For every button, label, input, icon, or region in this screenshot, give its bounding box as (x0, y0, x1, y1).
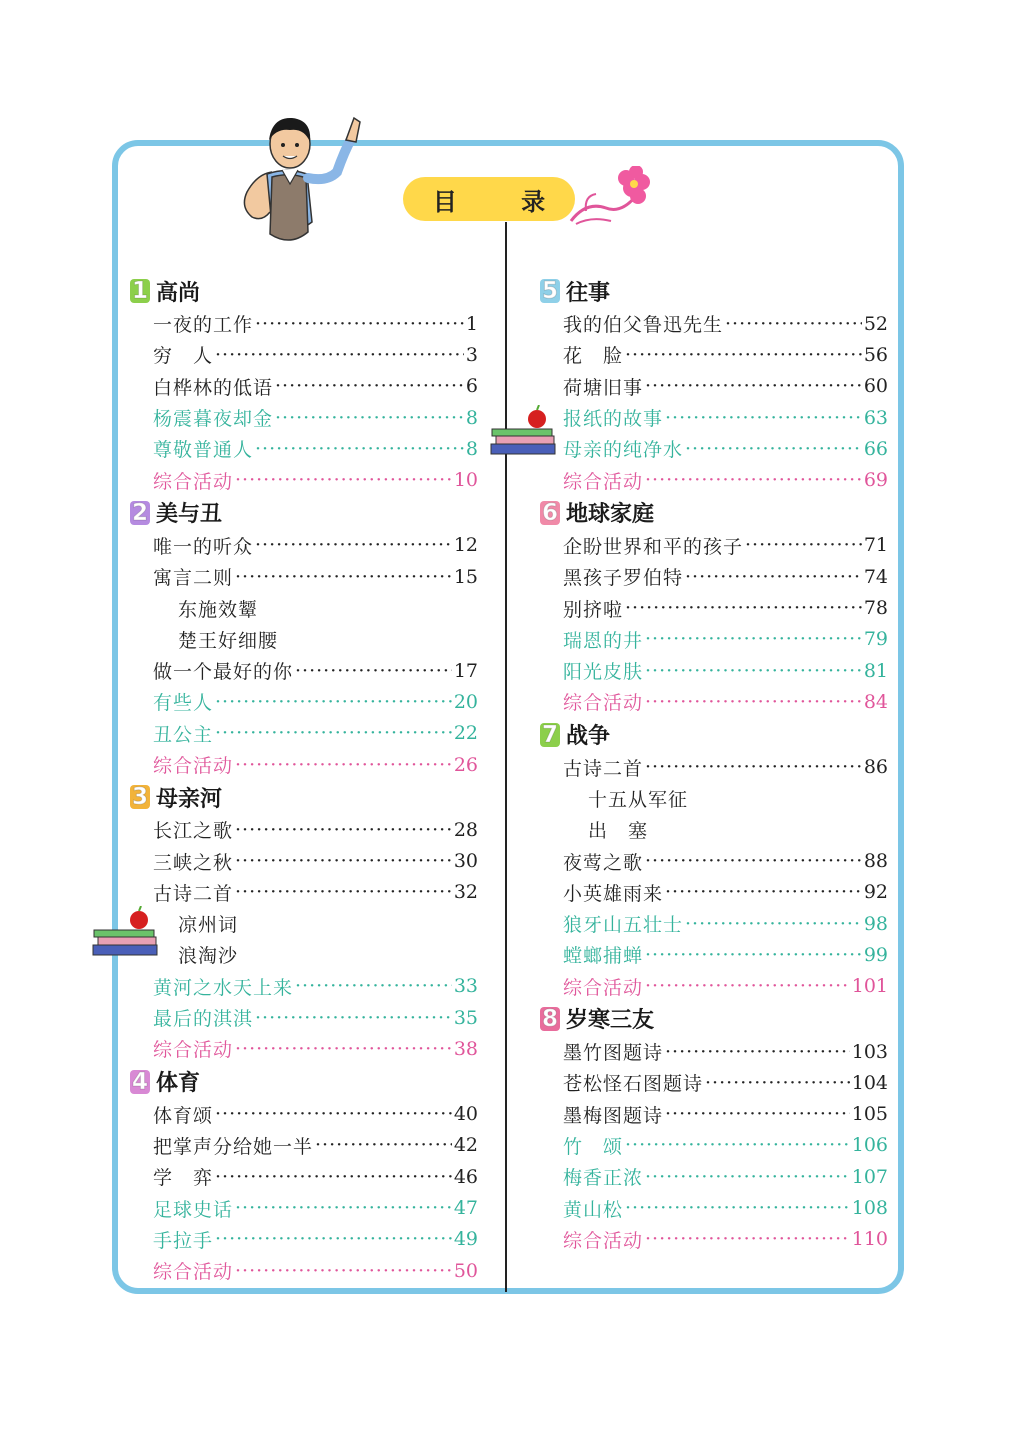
toc-entry[interactable] (128, 877, 478, 908)
unit-number: 5 (541, 278, 558, 304)
dot-leader (665, 1041, 850, 1063)
page-number: 56 (863, 343, 888, 366)
page-number: 33 (453, 975, 478, 998)
entry-title: 黄河之水天上来 (153, 976, 294, 999)
toc-entry[interactable] (538, 655, 888, 686)
dot-leader (645, 1228, 850, 1250)
unit-number: 7 (541, 721, 558, 748)
page-number: 50 (453, 1259, 478, 1282)
page-number: 106 (851, 1134, 888, 1157)
unit-heading (538, 718, 888, 752)
toc-entry[interactable] (128, 339, 478, 370)
toc-entry[interactable] (538, 1192, 888, 1223)
toc-entry[interactable] (128, 718, 478, 749)
entry-title: 花 脸 (563, 345, 624, 368)
toc-entry[interactable] (128, 1192, 478, 1223)
toc-subentry[interactable] (538, 814, 888, 845)
toc-entry[interactable] (128, 402, 478, 433)
entry-title: 凉州词 (178, 914, 239, 937)
toc-subentry[interactable] (128, 908, 478, 939)
entry-title: 狼牙山五壮士 (563, 914, 684, 937)
page-number: 71 (863, 534, 888, 557)
dot-leader (645, 469, 862, 491)
toc-entry[interactable] (128, 530, 478, 561)
dot-leader (235, 1260, 452, 1282)
dot-leader (235, 469, 452, 491)
entry-title: 唯一的听众 (153, 535, 254, 558)
entry-title: 最后的淇淇 (153, 1008, 254, 1031)
page-number: 108 (851, 1197, 888, 1220)
toc-entry[interactable] (538, 530, 888, 561)
dot-leader (685, 913, 862, 935)
page-number: 15 (453, 565, 478, 588)
dot-leader (255, 313, 464, 335)
toc-subentry[interactable] (128, 624, 478, 655)
dot-leader (665, 407, 862, 429)
toc-entry[interactable] (128, 464, 478, 495)
entry-title: 螳螂捕蝉 (563, 945, 644, 968)
entry-title: 古诗二首 (153, 882, 234, 905)
page-number: 78 (863, 597, 888, 620)
dot-leader (645, 975, 850, 997)
unit-heading (538, 496, 888, 530)
entry-title: 黑孩子罗伯特 (563, 567, 684, 590)
entry-title: 东施效颦 (178, 598, 259, 621)
page-number: 3 (465, 343, 478, 366)
page-number: 46 (453, 1165, 478, 1188)
page-number: 88 (863, 850, 888, 873)
dot-leader (295, 660, 452, 682)
unit-heading (128, 274, 478, 308)
toc-entry[interactable] (128, 971, 478, 1002)
page-number: 42 (453, 1134, 478, 1157)
entry-title: 穷 人 (153, 345, 214, 368)
page-number: 35 (453, 1006, 478, 1029)
dot-leader (645, 660, 862, 682)
dot-leader (295, 975, 452, 997)
unit-title: 岁寒三友 (566, 1008, 655, 1034)
entry-title: 体育颂 (153, 1104, 214, 1127)
dot-leader (255, 438, 464, 460)
dot-leader (745, 534, 862, 556)
toc-entry[interactable] (538, 561, 888, 592)
page-number: 107 (851, 1165, 888, 1188)
entry-title: 墨竹图题诗 (563, 1042, 664, 1065)
entry-title: 有些人 (153, 692, 214, 715)
entry-title: 十五从军征 (588, 789, 689, 811)
entry-title: 综合活动 (563, 470, 644, 493)
entry-title: 楚王好细腰 (178, 629, 279, 652)
toc-entry[interactable] (128, 308, 478, 339)
page-number: 74 (863, 565, 888, 588)
toc-entry[interactable] (538, 752, 888, 783)
toc-entry[interactable] (538, 1161, 888, 1192)
boy-pointing-illustration (232, 112, 377, 247)
page-number: 49 (453, 1228, 478, 1251)
entry-title: 一夜的工作 (153, 314, 254, 337)
toc-entry[interactable] (538, 971, 888, 1002)
toc-entry[interactable] (538, 1099, 888, 1130)
dot-leader (255, 534, 452, 556)
dot-leader (275, 375, 464, 397)
unit-title: 地球家庭 (566, 502, 655, 528)
column-divider (505, 222, 507, 1292)
page-number: 86 (863, 756, 888, 779)
toc-entry[interactable] (538, 624, 888, 655)
page-number: 12 (453, 534, 478, 557)
entry-title: 竹 颂 (563, 1135, 624, 1158)
entry-title: 梅香正浓 (563, 1167, 644, 1190)
entry-title: 寓言二则 (153, 567, 234, 590)
entry-title: 三峡之秋 (153, 851, 234, 874)
page-number: 30 (453, 850, 478, 873)
entry-title: 手拉手 (153, 1229, 214, 1252)
toc-entry[interactable] (128, 655, 478, 686)
entry-title: 综合活动 (153, 1039, 234, 1062)
page-number: 1 (465, 312, 478, 335)
unit-number: 8 (541, 1005, 558, 1032)
toc-entry[interactable] (538, 308, 888, 339)
toc-entry[interactable] (128, 1224, 478, 1255)
dot-leader (315, 1134, 452, 1156)
entry-title: 报纸的故事 (563, 408, 664, 431)
page-number: 10 (453, 469, 478, 492)
toc-entry[interactable] (128, 1033, 478, 1064)
dot-leader (235, 566, 452, 588)
dot-leader (645, 628, 862, 650)
entry-title: 墨梅图题诗 (563, 1104, 664, 1127)
toc-entry[interactable] (538, 1224, 888, 1255)
page-number: 101 (851, 975, 888, 998)
toc-entry[interactable] (538, 1130, 888, 1161)
page-number: 105 (851, 1103, 888, 1126)
entry-title: 夜莺之歌 (563, 851, 644, 874)
entry-title: 综合活动 (153, 755, 234, 777)
entry-title: 尊敬普通人 (153, 439, 254, 462)
entry-title: 别挤啦 (563, 598, 624, 621)
dot-leader (215, 691, 452, 713)
entry-title: 足球史话 (153, 1198, 234, 1221)
toc-subentry[interactable] (128, 939, 478, 970)
toc-entry[interactable] (128, 1161, 478, 1192)
dot-leader (625, 344, 862, 366)
unit-number: 2 (131, 499, 148, 526)
unit-heading (128, 1065, 478, 1099)
unit-title: 美与丑 (156, 502, 223, 528)
page-number: 110 (851, 1228, 888, 1251)
toc-subentry[interactable] (538, 783, 888, 814)
toc-entry[interactable] (128, 371, 478, 402)
unit-title: 战争 (566, 724, 611, 750)
dot-leader (625, 597, 862, 619)
dot-leader (235, 819, 452, 841)
unit-heading (538, 274, 888, 308)
page-number: 40 (453, 1103, 478, 1126)
entry-title: 综合活动 (153, 470, 234, 493)
entry-title: 企盼世界和平的孩子 (563, 535, 744, 558)
toc-subentry[interactable] (128, 592, 478, 623)
toc-title-pill (403, 177, 575, 221)
page-number: 81 (863, 659, 888, 682)
toc-entry[interactable] (538, 1036, 888, 1067)
entry-title: 我的伯父鲁迅先生 (563, 314, 724, 337)
page-number: 32 (453, 881, 478, 904)
entry-title: 浪淘沙 (178, 945, 239, 968)
page-number: 63 (863, 406, 888, 429)
page-number: 104 (851, 1071, 888, 1094)
unit-number: 6 (541, 499, 558, 526)
page-number: 47 (453, 1197, 478, 1220)
dot-leader (255, 1007, 452, 1029)
page-number: 103 (851, 1040, 888, 1063)
dot-leader (645, 375, 862, 397)
page-number: 52 (863, 312, 888, 335)
unit-heading (538, 1002, 888, 1036)
page-number: 38 (453, 1037, 478, 1060)
toc-entry[interactable] (128, 845, 478, 876)
dot-leader (645, 691, 862, 713)
toc-title: 目 录 (432, 187, 574, 216)
unit-title: 高尚 (156, 280, 201, 306)
dot-leader (215, 722, 452, 744)
dot-leader (625, 1134, 850, 1156)
toc-entry[interactable] (128, 1130, 478, 1161)
page-number: 26 (453, 753, 478, 776)
unit-title: 往事 (566, 280, 611, 306)
toc-entry[interactable] (538, 908, 888, 939)
toc-entry[interactable] (538, 686, 888, 717)
entry-title: 综合活动 (563, 1229, 644, 1252)
dot-leader (625, 1197, 850, 1219)
entry-title: 荷塘旧事 (563, 376, 644, 399)
dot-leader (645, 756, 862, 778)
dot-leader (645, 1166, 850, 1188)
dot-leader (275, 407, 464, 429)
toc-entry[interactable] (538, 939, 888, 970)
dot-leader (235, 1038, 452, 1060)
entry-title: 长江之歌 (153, 820, 234, 843)
dot-leader (215, 1166, 452, 1188)
entry-title: 学 弈 (153, 1167, 214, 1190)
toc-entry[interactable] (128, 561, 478, 592)
toc-entry[interactable] (128, 686, 478, 717)
toc-entry[interactable] (538, 433, 888, 464)
entry-title: 黄山松 (563, 1198, 624, 1221)
entry-title: 综合活动 (563, 976, 644, 999)
unit-heading (128, 496, 478, 530)
toc-entry[interactable] (538, 464, 888, 495)
page-number: 22 (453, 722, 478, 745)
entry-title: 苍松怪石图题诗 (563, 1073, 704, 1096)
dot-leader (665, 881, 862, 903)
entry-title: 杨震暮夜却金 (153, 408, 274, 431)
page-number: 99 (863, 943, 888, 966)
unit-number: 4 (131, 1068, 148, 1095)
dot-leader (235, 881, 452, 903)
entry-title: 瑞恩的井 (563, 629, 644, 652)
page-number: 8 (465, 437, 478, 460)
dot-leader (235, 754, 452, 776)
toc-entry[interactable] (128, 1002, 478, 1033)
flower-decoration (566, 166, 656, 230)
page-number: 60 (863, 375, 888, 398)
toc-entry[interactable] (538, 402, 888, 433)
page-number: 17 (453, 659, 478, 682)
dot-leader (705, 1072, 850, 1094)
dot-leader (215, 344, 464, 366)
page-number: 84 (863, 690, 888, 713)
toc-entry[interactable] (538, 371, 888, 402)
toc-entry[interactable] (128, 1255, 478, 1286)
entry-title: 白桦林的低语 (153, 376, 274, 399)
dot-leader (215, 1228, 452, 1250)
page-number: 20 (453, 690, 478, 713)
page-number: 6 (465, 375, 478, 398)
entry-title: 出 塞 (588, 820, 649, 843)
unit-title: 母亲河 (156, 786, 223, 812)
unit-number: 1 (131, 278, 148, 304)
page-number: 8 (465, 406, 478, 429)
unit-number: 3 (131, 784, 148, 811)
dot-leader (645, 944, 862, 966)
dot-leader (235, 1197, 452, 1219)
entry-title: 综合活动 (153, 1261, 234, 1284)
entry-title: 阳光皮肤 (563, 661, 644, 684)
toc-entry[interactable] (538, 339, 888, 370)
page-number: 69 (863, 469, 888, 492)
entry-title: 做一个最好的你 (153, 661, 294, 684)
page-number: 79 (863, 628, 888, 651)
toc-left-column (128, 274, 478, 1286)
page-number: 66 (863, 437, 888, 460)
toc-entry[interactable] (128, 1099, 478, 1130)
dot-leader (235, 850, 452, 872)
dot-leader (645, 850, 862, 872)
toc-entry[interactable] (538, 845, 888, 876)
dot-leader (215, 1103, 452, 1125)
toc-entry[interactable] (128, 814, 478, 845)
page-number: 98 (863, 912, 888, 935)
dot-leader (725, 313, 862, 335)
page-number: 28 (453, 818, 478, 841)
unit-heading (128, 780, 478, 814)
entry-title: 母亲的纯净水 (563, 439, 684, 462)
toc-entry[interactable] (538, 877, 888, 908)
toc-right-column (538, 274, 888, 1255)
page-number: 92 (863, 881, 888, 904)
dot-leader (685, 566, 862, 588)
entry-title: 丑公主 (153, 723, 214, 746)
dot-leader (685, 438, 862, 460)
entry-title: 综合活动 (563, 692, 644, 715)
toc-entry[interactable] (128, 749, 478, 780)
toc-entry[interactable] (538, 1067, 888, 1098)
toc-entry[interactable] (128, 433, 478, 464)
toc-entry[interactable] (538, 592, 888, 623)
unit-title: 体育 (156, 1071, 201, 1097)
dot-leader (665, 1103, 850, 1125)
entry-title: 古诗二首 (563, 757, 644, 780)
entry-title: 把掌声分给她一半 (153, 1135, 314, 1158)
entry-title: 小英雄雨来 (563, 882, 664, 905)
